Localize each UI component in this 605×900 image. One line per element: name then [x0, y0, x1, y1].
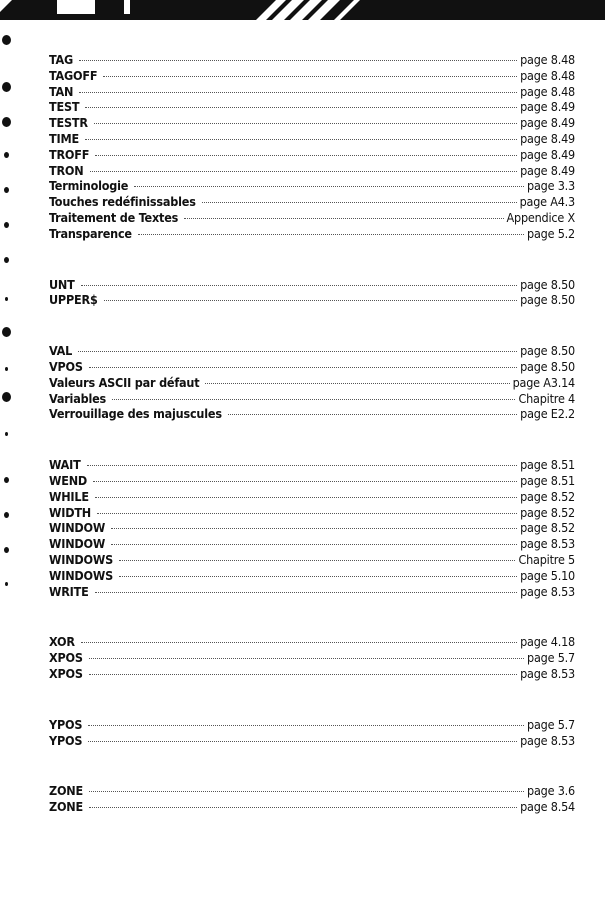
index-section-t [49, 52, 575, 242]
index-entry [49, 210, 575, 226]
entry-page-ref: Chapitre 4 [518, 390, 575, 406]
index-entry [49, 536, 575, 552]
dot-leader [89, 674, 517, 675]
dot-leader [119, 560, 515, 561]
entry-term: ZONE [49, 799, 84, 815]
index-section-x [49, 634, 575, 681]
entry-page-ref: page 5.7 [527, 716, 575, 732]
entry-page-ref: page 8.53 [520, 665, 575, 681]
entry-term: UNT [49, 276, 75, 292]
index-section-v [49, 343, 575, 422]
entry-page-ref: page 8.48 [520, 52, 575, 67]
entry-term: YPOS [49, 716, 83, 732]
header-banner-stripes-icon [0, 0, 605, 20]
dot-leader [103, 76, 517, 77]
index-section-u [49, 277, 575, 309]
entry-term: Traitement de Textes [49, 209, 179, 225]
entry-page-ref: page A3.14 [512, 374, 575, 390]
entry-page-ref: page 8.51 [520, 472, 575, 488]
index-entry [49, 666, 575, 682]
dot-leader [138, 234, 524, 235]
entry-page-ref: page 8.52 [520, 504, 575, 520]
dot-leader [89, 791, 524, 792]
margin-mark [4, 512, 9, 518]
dot-leader [95, 497, 517, 498]
entry-page-ref: page 3.3 [527, 178, 575, 194]
entry-page-ref: page 8.50 [520, 292, 575, 308]
dot-leader [79, 92, 517, 93]
entry-page-ref: page 3.6 [527, 783, 575, 799]
index-entry [49, 163, 575, 179]
index-entry [49, 799, 575, 815]
entry-term: ZONE [49, 783, 84, 799]
margin-mark [2, 392, 11, 402]
entry-term: XPOS [49, 650, 83, 666]
entry-page-ref: page 8.50 [520, 343, 575, 359]
entry-term: TIME [49, 130, 79, 146]
punch-hole-marks-icon [0, 35, 16, 595]
entry-term: TAG [49, 52, 74, 67]
entry-page-ref: page A4.3 [519, 194, 575, 210]
entry-page-ref: page 8.49 [520, 146, 575, 162]
index-entry [49, 650, 575, 666]
entry-term: WIDTH [49, 504, 92, 520]
index-entry [49, 552, 575, 568]
index-list [49, 52, 575, 815]
entry-term: WINDOW [49, 520, 106, 536]
entry-term: Valeurs ASCII par défaut [49, 374, 200, 390]
entry-page-ref: page 8.53 [520, 583, 575, 599]
entry-term: XPOS [49, 665, 83, 681]
entry-page-ref: page 5.7 [527, 650, 575, 666]
entry-page-ref: page 4.18 [520, 634, 575, 650]
index-entry [49, 131, 575, 147]
entry-term: VPOS [49, 358, 83, 374]
index-entry [49, 277, 575, 293]
margin-mark [4, 547, 9, 553]
entry-page-ref: page 8.51 [520, 457, 575, 473]
margin-mark [5, 367, 8, 371]
margin-mark [5, 297, 8, 301]
index-entry [49, 717, 575, 733]
index-entry [49, 473, 575, 489]
entry-page-ref: page 5.10 [520, 567, 575, 583]
entry-term: Verrouillage des majuscules [49, 406, 222, 422]
index-entry [49, 194, 575, 210]
index-entry [49, 147, 575, 163]
dot-leader [81, 642, 517, 643]
dot-leader [85, 107, 517, 108]
entry-term: WINDOW [49, 536, 106, 552]
entry-page-ref: page 8.50 [520, 358, 575, 374]
index-entry [49, 733, 575, 749]
entry-page-ref: page 5.2 [527, 225, 575, 241]
index-entry [49, 84, 575, 100]
dot-leader [228, 414, 517, 415]
dot-leader [97, 513, 517, 514]
margin-mark [5, 582, 8, 586]
entry-term: TESTR [49, 115, 88, 131]
index-entry [49, 489, 575, 505]
dot-leader [119, 576, 517, 577]
margin-mark [4, 257, 9, 263]
index-entry [49, 292, 575, 308]
index-entry [49, 391, 575, 407]
index-entry [49, 178, 575, 194]
entry-term: UPPER$ [49, 292, 98, 308]
entry-term: WAIT [49, 457, 81, 473]
dot-leader [104, 300, 518, 301]
dot-leader [78, 351, 517, 352]
margin-mark [2, 327, 11, 337]
margin-mark [4, 152, 9, 158]
entry-page-ref: page 8.53 [520, 732, 575, 748]
entry-page-ref: Chapitre 5 [518, 551, 575, 567]
entry-page-ref: page 8.52 [520, 488, 575, 504]
dot-leader [79, 60, 517, 61]
entry-term: WINDOWS [49, 567, 114, 583]
dot-leader [134, 186, 524, 187]
entry-page-ref: page 8.49 [520, 162, 575, 178]
dot-leader [89, 367, 517, 368]
entry-term: TEST [49, 99, 80, 115]
index-entry [49, 359, 575, 375]
entry-term: WHILE [49, 488, 89, 504]
index-entry [49, 99, 575, 115]
index-entry [49, 520, 575, 536]
margin-mark [2, 82, 11, 92]
index-entry [49, 634, 575, 650]
entry-term: TRON [49, 162, 84, 178]
dot-leader [95, 592, 517, 593]
margin-mark [4, 477, 9, 483]
entry-page-ref: page 8.50 [520, 276, 575, 292]
entry-term: Terminologie [49, 178, 129, 194]
margin-mark [4, 187, 9, 193]
dot-leader [85, 139, 517, 140]
index-entry [49, 343, 575, 359]
index-entry [49, 226, 575, 242]
entry-term: Variables [49, 390, 107, 406]
entry-page-ref: page E2.2 [520, 406, 575, 422]
margin-mark [2, 117, 11, 127]
entry-term: Transparence [49, 225, 132, 241]
entry-page-ref: page 8.52 [520, 520, 575, 536]
entry-term: WINDOWS [49, 551, 114, 567]
entry-term: VAL [49, 343, 73, 359]
entry-term: TAGOFF [49, 67, 98, 83]
dot-leader [202, 202, 517, 203]
dot-leader [112, 399, 515, 400]
entry-term: XOR [49, 634, 75, 650]
index-entry [49, 568, 575, 584]
entry-term: WRITE [49, 583, 89, 599]
index-section-y [49, 717, 575, 749]
dot-leader [88, 741, 517, 742]
index-entry [49, 783, 575, 799]
index-section-z [49, 783, 575, 815]
index-entry [49, 584, 575, 600]
dot-leader [88, 725, 524, 726]
dot-leader [184, 218, 503, 219]
dot-leader [90, 171, 518, 172]
margin-mark [4, 222, 9, 228]
dot-leader [95, 155, 517, 156]
dot-leader [205, 383, 509, 384]
index-entry [49, 505, 575, 521]
entry-page-ref: page 8.48 [520, 67, 575, 83]
dot-leader [111, 544, 517, 545]
entry-page-ref: page 8.53 [520, 536, 575, 552]
entry-term: YPOS [49, 732, 83, 748]
dot-leader [111, 528, 517, 529]
margin-mark [5, 432, 8, 436]
index-entry [49, 52, 575, 68]
dot-leader [81, 285, 517, 286]
entry-term: Touches redéfinissables [49, 194, 196, 210]
entry-term: WEND [49, 472, 88, 488]
dot-leader [89, 807, 517, 808]
index-entry [49, 115, 575, 131]
dot-leader [94, 123, 517, 124]
entry-term: TROFF [49, 146, 90, 162]
index-entry [49, 68, 575, 84]
entry-page-ref: page 8.49 [520, 130, 575, 146]
entry-page-ref: page 8.49 [520, 115, 575, 131]
entry-term: TAN [49, 83, 74, 99]
dot-leader [87, 465, 517, 466]
index-entry [49, 375, 575, 391]
entry-page-ref: page 8.54 [520, 799, 575, 815]
dot-leader [93, 481, 517, 482]
dot-leader [89, 658, 524, 659]
entry-page-ref: page 8.48 [520, 83, 575, 99]
entry-page-ref: Appendice X [506, 209, 575, 225]
index-entry [49, 406, 575, 422]
index-entry [49, 457, 575, 473]
entry-page-ref: page 8.49 [520, 99, 575, 115]
index-section-w [49, 457, 575, 599]
margin-mark [2, 35, 11, 45]
